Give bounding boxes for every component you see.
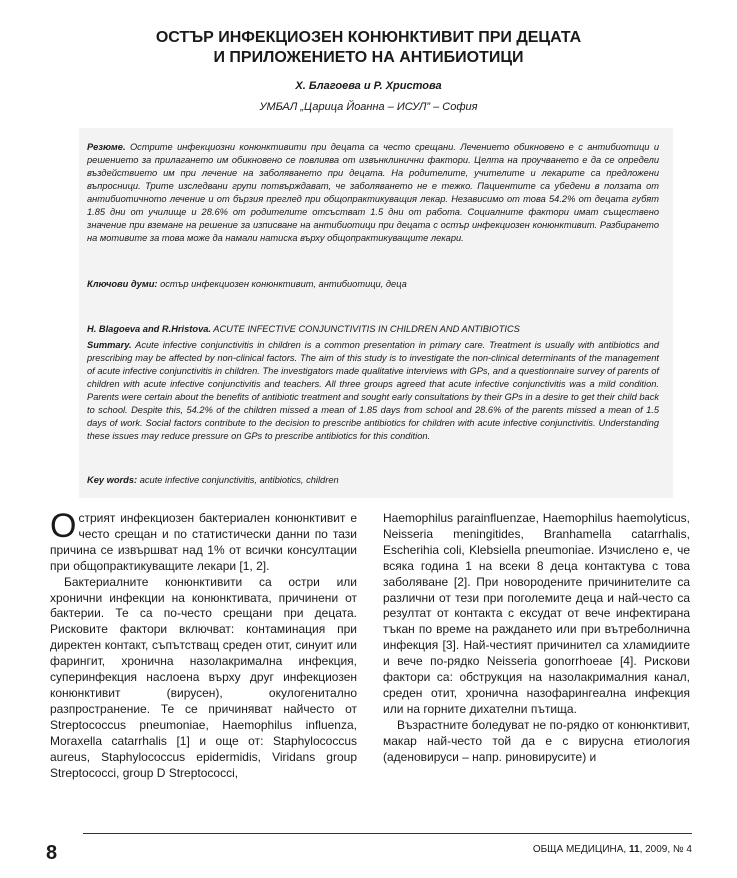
abstract-text: Острите инфекциозни конюнктивити при децата са често срещани. Лечението обикновено е с антибиотици и решението за прилагането им обикновено се повлиява от извънклинични фактори. Целта на проучването е да се определи въздействието им при лечение на заболяването при децата. На родителите, учителите и лекарите са предложени въпросници. Трите изследвани групи потвърждават, че заболяването не е тежко. Пациентите са убедени в ползата от антибиотичното лечение и от бързия преглед при общопрактикуващия лекар. Независимо от това 54.2% от децата губят 1.85 дни от училище и 28.6% от родителите отсъстват 1.5 дни от работа. Социалните фактори имат съществено значение при вземане на решение за изписване на антибиотици при децата с остър инфекциозен конюнктивит. Разбирането на мотивите за това може да намали натиска върху общопрактикуващите лекари.: [87, 142, 659, 243]
page-number: 8: [46, 842, 58, 864]
abstract-label: Резюме.: [87, 142, 126, 152]
body-paragraph-1: [50, 507, 357, 575]
body-column-right: [383, 511, 690, 766]
title-line-1: ОСТЪР ИНФЕКЦИОЗЕН КОНЮНКТИВИТ ПРИ ДЕЦАТА: [155, 29, 582, 46]
abstract-bulgarian: [87, 141, 659, 245]
english-title: [87, 323, 659, 336]
summary-text: Acute infective conjunctivitis in children is a common presentation in primary care. Treatment is usually with antibiotics and prescribing may be affected by non-clinical factors. The aim of this study is to investigate the non-clinical determinants of the management of acute infective conjunctivitis in children. The investigators made qualitative interviews with GPs, and a questionnaire survey of parents of children with acute infective conjunctivitis and teachers. All three groups agreed that acute infective conjunctivitis was a mild condition. Parents were certain about the benefits of antibiotic treatment and sought early consultations by their GPs in a desire to get their child back to school. Despite this, 54.2% of the children missed a mean of 1.85 days from school and 28.6% of the parents missed a mean of 1.5 days of work. Social factors contribute to the decision to prescribe antibiotics for children with acute infective conjunctivitis. Understanding these issues may reduce pressure on GPs to prescribe antibiotics for this condition.: [87, 340, 659, 441]
body-paragraph-3: Haemophilus parainfluenzae, Haemophilus haemolyticus, Neisseria meningitides, Branhamella catarrhalis, Escherihia coli, Klebsiella pneumoniae. Изчислено е, че всяка година 1 на всеки 8 деца контактува с това заболяване [2]. При новородените причинителите са различни от тези при поголемите деца и най-често са резултат от контакта с ексудат от вече инфектирана тъкан по време на раждането или при вътреболнична инфекция [3]. Най-честият причинител са хламидиите и вече по-рядко Neisseria gonorrhoeae [4]. Рискови фактори са: обструкция на назолакрималния канал, среден отит, хронична назофарингеална инфекция или на горните дихателни пътища.: [383, 511, 690, 716]
key-words-text: acute infective conjunctivitis, antibiotics, children: [137, 475, 339, 485]
body-paragraph-4: Възрастните боледуват не по-рядко от конюнктивит, макар най-често той да е с вирусна етиология (аденовируси – напр. риновирусите) и: [383, 717, 690, 764]
english-title-text: ACUTE INFECTIVE CONJUNCTIVITIS IN CHILDREN AND ANTIBIOTICS: [211, 324, 520, 334]
authors: Х. Благоева и Р. Христова: [295, 80, 442, 92]
body-paragraph-1-text: стрият инфекциозен бактериален конюнктивит е често срещан и по статистически данни по тази причина се извършват над 1% от всички консултации при общопрактикуващите лекари [1, 2].: [50, 511, 357, 573]
journal-footer: [533, 844, 692, 855]
journal-volume: 11: [628, 844, 640, 855]
journal-name: ОБЩА МЕДИЦИНА,: [532, 844, 629, 855]
title-line-2: И ПРИЛОЖЕНИЕТО НА АНТИБИОТИЦИ: [213, 49, 524, 66]
journal-year-issue: , 2009, № 4: [639, 844, 692, 855]
english-authors: H. Blagoeva and R.Hristova.: [87, 324, 211, 334]
keywords-text: остър инфекциозен конюнктивит, антибиотици, деца: [157, 279, 407, 289]
abstract-english: [87, 339, 659, 443]
body-column-left: [50, 507, 357, 781]
keywords-english: [87, 474, 659, 487]
dropcap: О: [50, 507, 77, 545]
affiliation: УМБАЛ „Царица Йоанна – ИСУЛ” – София: [259, 101, 478, 113]
summary-label: Summary.: [87, 340, 132, 350]
key-words-label: Key words:: [87, 475, 138, 485]
article-title: [0, 28, 737, 68]
keywords-bulgarian: [87, 278, 659, 291]
footer-rule: [83, 833, 692, 834]
keywords-label: Ключови думи:: [87, 279, 158, 289]
body-paragraph-2: Бактериалните конюнктивити са остри или хронични инфекции на конюнктивата, причинени от бактерии. Те са по-често срещани при децата. Рисковите фактори включват: контаминация при директен контакт, съпътстващ среден отит, синуит или фарингит, хронична назолакримална инфекция, суперинфекция наслоена върху друг инфекциозен конюнктивит (вирусен), окулогенитално разпространение. Те се причиняват найчесто от Streptococcus pneumoniae, Haemophilus influenza, Moraxella catarrhalis [1] и още от: Staphylococcus aureus, Staphylococcus epidermidis, Viridans group Streptococci, group D Streptococci,: [50, 574, 357, 780]
